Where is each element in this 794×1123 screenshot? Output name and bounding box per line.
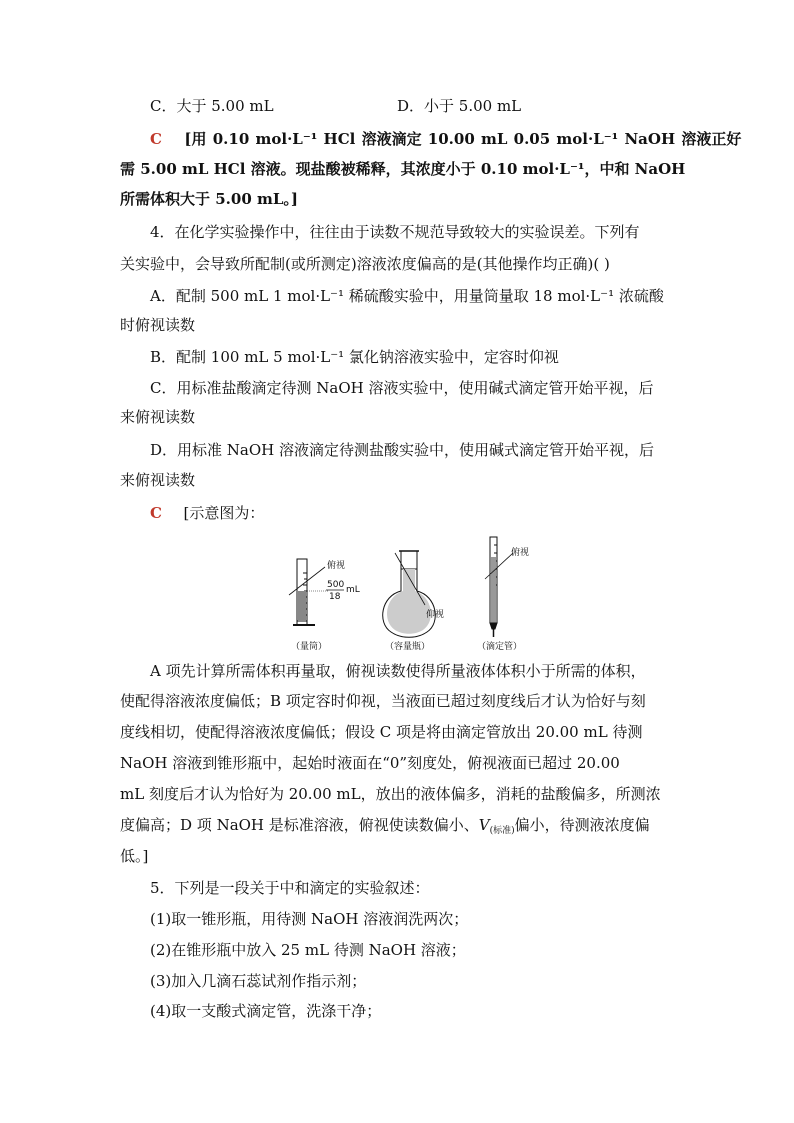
answer3-line2	[120, 158, 686, 180]
q5-step1: (1)取一锥形瓶，用待测 NaOH 溶液润洗两次；	[150, 910, 469, 928]
answer4-exp2	[120, 690, 675, 712]
answer3-text2: 需 5.00 mL HCl 溶液。现盐酸被稀释，其浓度小于 0.10 mol·L⁻¹，中和 NaOH	[120, 160, 686, 178]
answer4-exp2-text: 使配得溶液浓度偏低；B 项定容时仰视，当液面已超过刻度线后才认为恰好与刻	[120, 692, 646, 710]
caption-flask: （容量瓶）	[385, 642, 431, 652]
answer4-exp1	[150, 660, 675, 682]
answer4-exp4-text: NaOH 溶液到锥形瓶中，起始时液面在“0”刻度处，俯视液面已超过 20.00	[120, 754, 620, 772]
q4-optA1: A．配制 500 mL 1 mol·L⁻¹ 稀硫酸实验中，用量筒量取 18 mol·L⁻¹ 浓硫酸	[150, 287, 664, 305]
q4-optD2: 来俯视读数	[120, 471, 196, 489]
option-c: C．大于 5.00 mL	[150, 97, 274, 115]
reading-diagram-svg	[285, 533, 545, 653]
q4-line1	[150, 221, 675, 243]
q5-step3-line	[150, 970, 675, 992]
burette	[485, 537, 513, 637]
answer4-exp6	[120, 814, 675, 836]
answer3-line3	[120, 188, 675, 210]
answer4-exp7	[120, 845, 675, 867]
q4-optA-line1	[150, 285, 675, 307]
volumetric-flask	[383, 551, 436, 637]
answer4-exp4	[120, 752, 675, 774]
q4-optD-line2	[120, 469, 675, 491]
q5-intro: 5．下列是一段关于中和滴定的实验叙述：	[150, 879, 430, 897]
q5-step1-line	[150, 908, 675, 930]
q5-step3: (3)加入几滴石蕊试剂作指示剂；	[150, 972, 367, 990]
option-d-line	[397, 95, 597, 117]
answer4-letter: C	[150, 504, 162, 522]
q4-optC-line1	[150, 377, 675, 399]
cylinder-view-label: 俯视	[327, 561, 346, 571]
q4-optB: B．配制 100 mL 5 mol·L⁻¹ 氯化钠溶液实验中，定容时仰视	[150, 348, 559, 366]
answer4-intro: [示意图为：	[183, 504, 265, 522]
cylinder-unit: mL	[346, 585, 360, 595]
q4-optC-line2	[120, 406, 675, 428]
q5-step4: (4)取一支酸式滴定管，洗涤干净；	[150, 1002, 382, 1020]
q4-optC1: C．用标准盐酸滴定待测 NaOH 溶液实验中，使用碱式滴定管开始平视，后	[150, 379, 654, 397]
cylinder-num-bottom: 18	[329, 592, 341, 602]
q4-line2	[120, 253, 675, 275]
answer4-exp1-text: A 项先计算所需体积再量取，俯视读数使得所量液体体积小于所需的体积，	[150, 662, 646, 680]
q4-stem2: 关实验中，会导致所配制(或所测定)溶液浓度偏高的是(其他操作均正确)( )	[120, 255, 610, 273]
q5-step2: (2)在锥形瓶中放入 25 mL 待测 NaOH 溶液；	[150, 941, 466, 959]
answer4-intro-line	[150, 502, 675, 524]
option-d: D．小于 5.00 mL	[397, 97, 522, 115]
q4-optA2: 时俯视读数	[120, 316, 196, 334]
answer4-exp3	[120, 721, 675, 743]
q5-step4-line	[150, 1000, 675, 1022]
answer4-exp6-v: V	[478, 816, 490, 834]
answer3-text3: 所需体积大于 5.00 mL。]	[120, 190, 298, 208]
answer4-exp5	[120, 783, 675, 805]
burette-view-label: 俯视	[511, 548, 530, 558]
answer4-exp6-pre: 度偏高；D 项 NaOH 是标准溶液，俯视使读数偏小、	[120, 816, 479, 834]
answer3-text1: [用 0.10 mol·L⁻¹ HCl 溶液滴定 10.00 mL 0.05 mol·L⁻¹ NaOH 溶液正好	[184, 130, 742, 148]
caption-burette: （滴定管）	[477, 642, 523, 652]
cylinder-num-top: 500	[327, 580, 345, 590]
q4-optC2: 来俯视读数	[120, 408, 196, 426]
answer4-exp5-text: mL 刻度后才认为恰好为 20.00 mL，放出的液体偏多，消耗的盐酸偏多，所测浓	[120, 785, 661, 803]
q4-stem1: 4．在化学实验操作中，往往由于读数不规范导致较大的实验误差。下列有	[150, 223, 640, 241]
answer4-exp6-sub: (标准)	[489, 826, 515, 836]
answer4-exp3-text: 度线相切，使配得溶液浓度偏低；假设 C 项是将由滴定管放出 20.00 mL 待测	[120, 723, 643, 741]
q4-optB-line	[150, 346, 675, 368]
answer4-exp6-post: 偏小，待测液浓度偏	[514, 816, 650, 834]
caption-cylinder: （量筒）	[291, 642, 328, 652]
q5-step2-line	[150, 939, 675, 961]
q4-optD1: D．用标准 NaOH 溶液滴定待测盐酸实验中，使用碱式滴定管开始平视，后	[150, 441, 655, 459]
flask-view-label: 仰视	[426, 610, 445, 620]
q4-optA-line2	[120, 314, 675, 336]
answer4-exp7-text: 低。]	[120, 847, 149, 865]
answer3-letter: C	[150, 130, 162, 148]
answer3-line1	[150, 128, 742, 150]
q5-intro-line	[150, 877, 675, 899]
graduated-cylinder	[289, 559, 329, 625]
reading-diagram	[285, 533, 545, 653]
q4-optD-line1	[150, 439, 675, 461]
